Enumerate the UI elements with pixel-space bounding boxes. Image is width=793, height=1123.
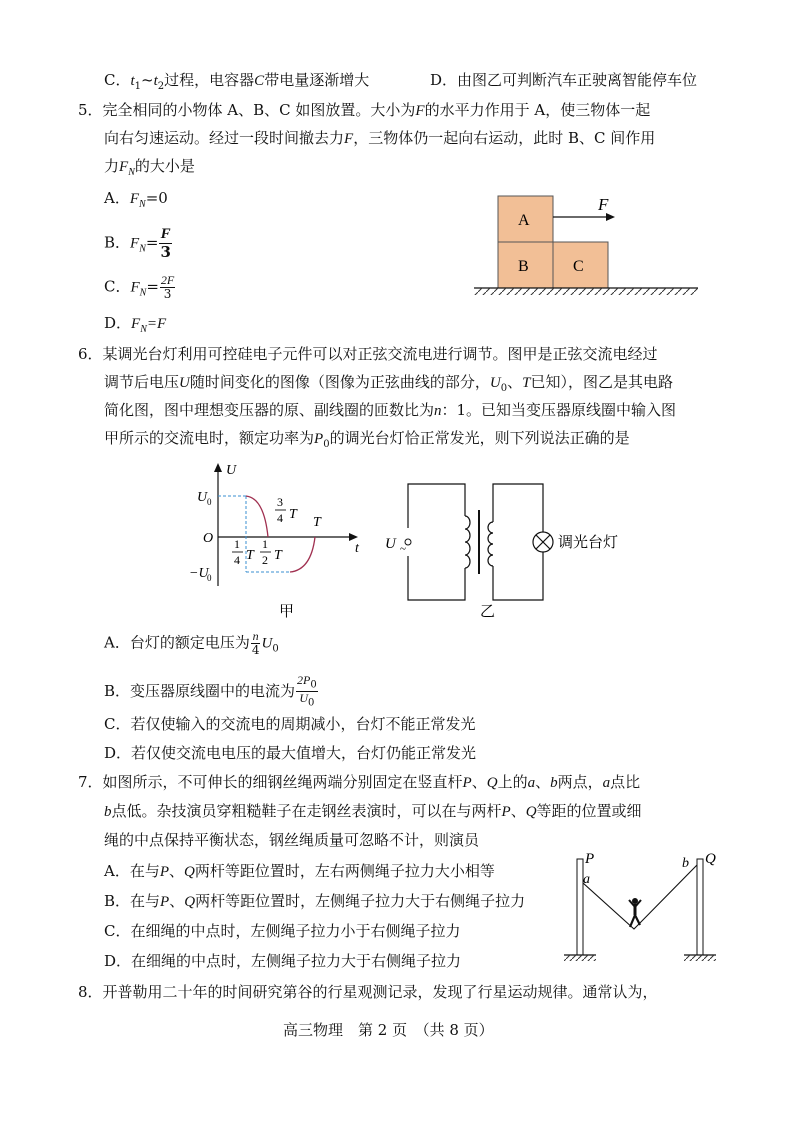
q6-ut-graph [185, 460, 375, 620]
q7-stem-line1: 7．如图所示，不可伸长的细钢丝绳两端分别固定在竖直杆P、Q上的a、b两点，a点比 [78, 773, 641, 791]
q7-tightrope-figure [560, 845, 730, 970]
quarter-num: 1 [234, 537, 240, 551]
q5-stem-line1: 5．完全相同的小物体 A、B、C 如图放置。大小为F的水平力作用于 A，使三物体一起 [78, 101, 651, 119]
period-t-label: T [313, 515, 321, 530]
y-axis-arrow [214, 463, 222, 472]
primary-coil [465, 516, 470, 568]
sine-curve-negative [290, 537, 315, 572]
x-axis-label: t [355, 541, 359, 556]
primary-wire-top [408, 484, 465, 528]
circuit-caption: 乙 [480, 604, 496, 620]
q6-option-a: A．台灯的额定电压为 $\frac{n}{4}$ $U_0$ [104, 629, 279, 657]
graph-caption: 甲 [279, 604, 295, 620]
source-label: U [385, 536, 396, 552]
q6-option-d: D．若仅使交流电电压的最大值增大，台灯仍能正常发光 [104, 744, 477, 762]
quarter-t: T [246, 548, 254, 563]
pole-p-label: P [585, 851, 595, 867]
q5-stem-line3: 力$F_N$的大小是 [104, 157, 195, 178]
q7-option-d: D．在细绳的中点时，左侧绳子拉力大于右侧绳子拉力 [104, 952, 462, 970]
tightrope [583, 865, 697, 929]
neg-u0-sub: 0 [207, 573, 212, 583]
force-arrow-head [606, 213, 615, 221]
q6-option-a-fraction: $\frac{n}{4}$ [251, 629, 260, 657]
q7-option-a: A．在与P、Q两杆等距位置时，左右两侧绳子拉力大小相等 [104, 862, 495, 880]
q5-option-b-fraction: $\frac{F}{3}$ [160, 226, 171, 261]
y-axis-label: U [226, 463, 237, 478]
secondary-wire-bottom [493, 552, 543, 600]
q6-stem-line3: 简化图，图中理想变压器的原、副线圈的匝数比为n：1。已知当变压器原线圈中输入图 [104, 401, 677, 419]
block-c-label: C [573, 258, 584, 275]
q6-stem-line2: 调节后电压U随时间变化的图像（图像为正弦曲线的部分，$U_0$、T已知），图乙是其电路 [104, 373, 673, 394]
source-symbol: ~ [400, 543, 406, 555]
ground-left-hatch [564, 955, 596, 961]
q8-stem-line1: 8．开普勒用二十年的时间研究第谷的行星观测记录，发现了行星运动规律。通常认为， [78, 983, 658, 1001]
lamp-label: 调光台灯 [558, 535, 619, 551]
primary-wire-bottom [408, 556, 465, 600]
q6-stem-line1: 6．某调光台灯利用可控硅电子元件可以对正弦交流电进行调节。图甲是正弦交流电经过 [78, 345, 658, 363]
half-num: 1 [262, 537, 268, 551]
secondary-coil [488, 522, 493, 566]
secondary-wire-top [493, 484, 543, 532]
force-label: F [598, 195, 609, 214]
q5-option-c-fraction: $\frac{2F}{3}$ [160, 273, 175, 301]
q5-option-d: D．$F_N=F$ [104, 314, 167, 335]
q4-option-c: C．$t_1\sim t_2$过程，电容器C带电量逐渐增大 [104, 71, 370, 92]
performer-icon [629, 898, 641, 927]
q6-option-c: C．若仅使输入的交流电的周期减小，台灯不能正常发光 [104, 715, 476, 733]
three-quarter-den: 4 [277, 511, 283, 525]
pole-q-label: Q [705, 851, 716, 867]
q6-option-b: B．变压器原线圈中的电流为 $\frac{2P_0}{U_0}$ [104, 673, 317, 709]
sine-curve-positive [246, 496, 268, 537]
ground-hatch [474, 288, 698, 295]
q7-option-c: C．在细绳的中点时，左侧绳子拉力小于右侧绳子拉力 [104, 922, 461, 940]
q5-option-a: A．$F_N=0$ [104, 189, 168, 210]
x-axis-arrow [349, 533, 358, 541]
pole-q [697, 859, 703, 955]
q5-stem-line2: 向右匀速运动。经过一段时间撤去力F，三物体仍一起向右运动，此时 B、C 间作用 [104, 129, 656, 147]
q5-option-c: C．$F_N=$ $\frac{2F}{3}$ [104, 273, 175, 301]
q7-stem-line2: b点低。杂技演员穿粗糙鞋子在走钢丝表演时，可以在与两杆P、Q等距的位置或细 [104, 802, 642, 820]
q5-blocks-figure [470, 188, 710, 298]
ground-right-hatch [684, 955, 716, 961]
u0-sub: 0 [207, 497, 212, 507]
neg-u0-label: −U [189, 566, 209, 581]
q7-stem-line3: 绳的中点保持平衡状态，钢丝绳质量可忽略不计，则演员 [104, 831, 480, 849]
half-den: 2 [262, 553, 268, 567]
three-quarter-t: T [289, 507, 297, 522]
page-footer: 高三物理 第 2 页 （共 8 页） [283, 1021, 494, 1039]
block-b-label: B [518, 258, 529, 275]
q6-circuit [375, 470, 675, 620]
q4-option-d: D．由图乙可判断汽车正驶离智能停车位 [430, 71, 698, 89]
block-a-label: A [518, 212, 530, 229]
point-a-label: a [583, 872, 590, 887]
point-b-label: b [682, 856, 689, 871]
origin-label: O [203, 531, 214, 546]
q6-option-b-fraction: $\frac{2P_0}{U_0}$ [297, 673, 317, 709]
quarter-den: 4 [234, 553, 240, 567]
half-t: T [274, 548, 282, 563]
q5-option-b: B．$F_N=$ $\frac{F}{3}$ [104, 226, 171, 261]
three-quarter-num: 3 [277, 495, 283, 509]
q6-stem-line4: 甲所示的交流电时，额定功率为$P_0$的调光台灯恰正常发光，则下列说法正确的是 [104, 429, 630, 450]
q7-option-b: B．在与P、Q两杆等距位置时，左侧绳子拉力大于右侧绳子拉力 [104, 892, 526, 910]
u0-label: U [197, 490, 208, 505]
